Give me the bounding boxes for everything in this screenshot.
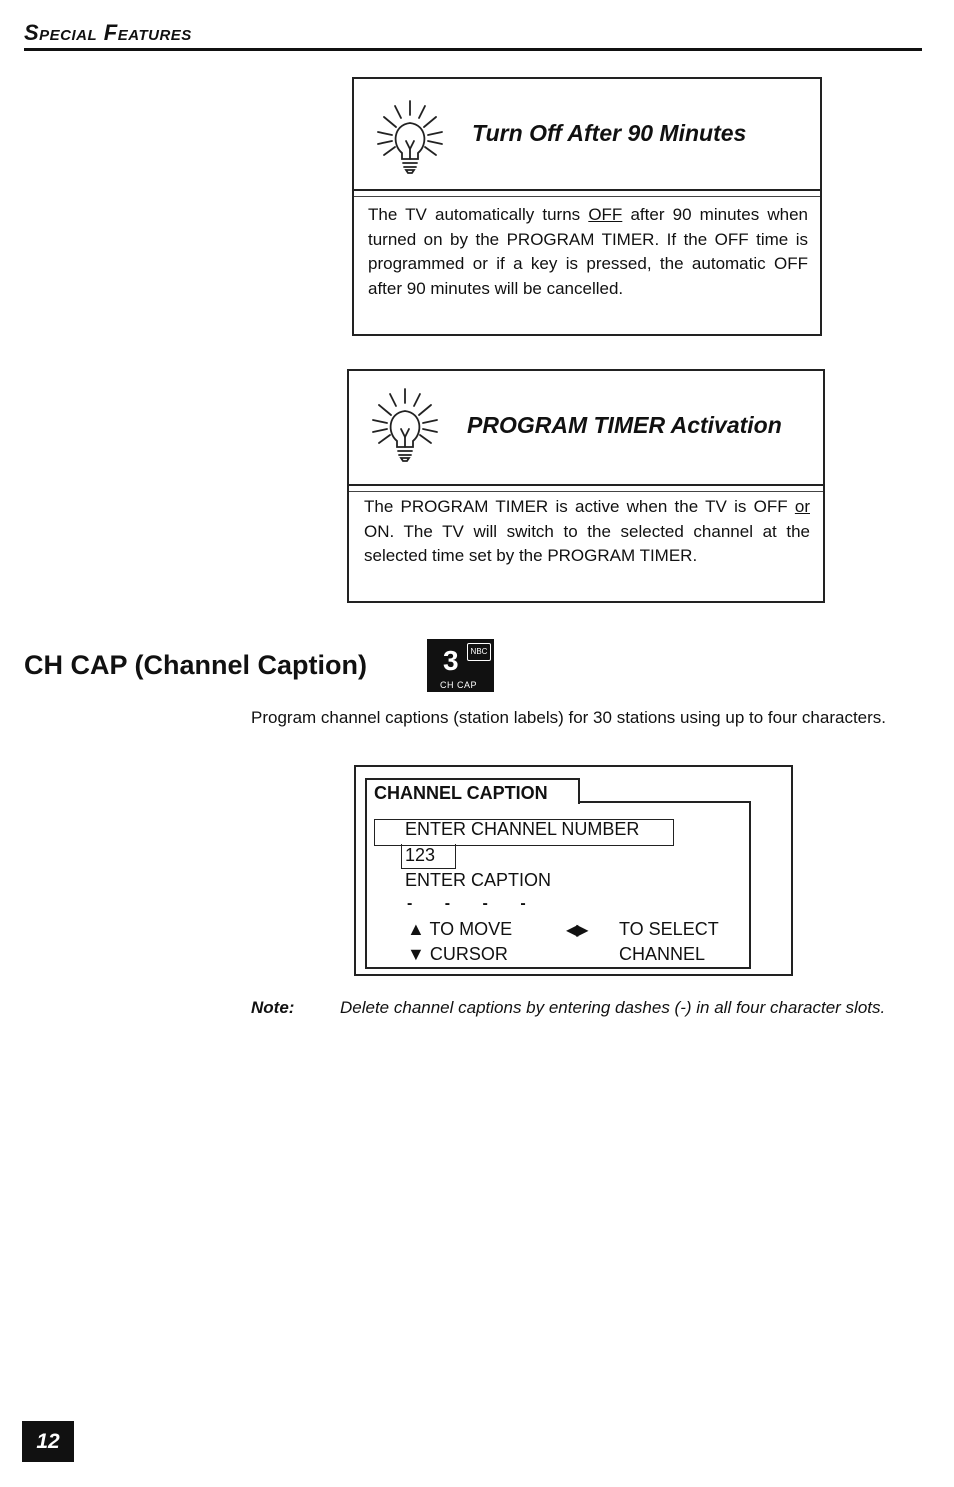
caption-label: ENTER CAPTION <box>405 870 552 890</box>
light-bulb-icon <box>368 97 452 177</box>
tip-body-emphasis: or <box>794 497 810 516</box>
channel-number-value: 123 <box>405 845 436 865</box>
move-instruction-line1: ▲ TO MOVE <box>407 919 513 939</box>
icon-label: CH CAP <box>440 680 478 690</box>
section-intro: Program channel captions (station labels) for 30 stations using up to four characters. <box>251 708 887 727</box>
note-label: Note: <box>251 998 295 1017</box>
tip-body-text: The TV automatically turns <box>368 205 589 224</box>
note-text: Delete channel captions by entering dashes (-) in all four character slots. <box>340 998 886 1017</box>
page-number: 12 <box>22 1421 74 1462</box>
tip-body-text: ON. The TV will switch to the selected channel at the selected time set by the PROGRAM TIMER. <box>364 521 810 565</box>
header-rule <box>24 48 922 51</box>
menu-title: CHANNEL CAPTION <box>374 783 548 803</box>
channel-caption-icon <box>427 639 494 692</box>
move-instruction-line2: ▼ CURSOR <box>407 944 508 964</box>
select-instruction-line2: CHANNEL <box>619 944 706 964</box>
tip-header <box>349 371 823 486</box>
caption-value: - - - - <box>407 895 540 912</box>
section-heading: CH CAP (Channel Caption) <box>24 650 367 680</box>
menu-panel-top-edge <box>578 801 751 803</box>
light-bulb-icon <box>363 385 447 465</box>
tip-body-text: after 90 minutes when turned on by the PROGRAM TIMER. If the OFF time is programmed or if a key is pressed, the automatic OFF after 90 minutes will be cancelled. <box>368 205 808 298</box>
tip-title: PROGRAM TIMER Activation <box>467 412 782 438</box>
select-instruction-line1: TO SELECT <box>619 919 719 939</box>
tip-body-emphasis: OFF <box>588 205 623 224</box>
tip-box-program-timer <box>347 369 825 603</box>
channel-number-label: ENTER CHANNEL NUMBER <box>405 819 640 839</box>
tip-body <box>364 495 810 569</box>
page-section-title: Special Features <box>24 20 192 45</box>
station-label-mini: NBC <box>467 643 491 661</box>
tip-header <box>354 79 820 191</box>
tip-body-text: The PROGRAM TIMER is active when the TV is OFF <box>364 497 795 516</box>
tip-box-turn-off <box>352 77 822 336</box>
tip-body <box>368 203 808 301</box>
left-right-arrows-icon: ◀▶ <box>566 922 587 939</box>
channel-number: 3 <box>443 645 459 676</box>
tip-title: Turn Off After 90 Minutes <box>472 120 747 146</box>
